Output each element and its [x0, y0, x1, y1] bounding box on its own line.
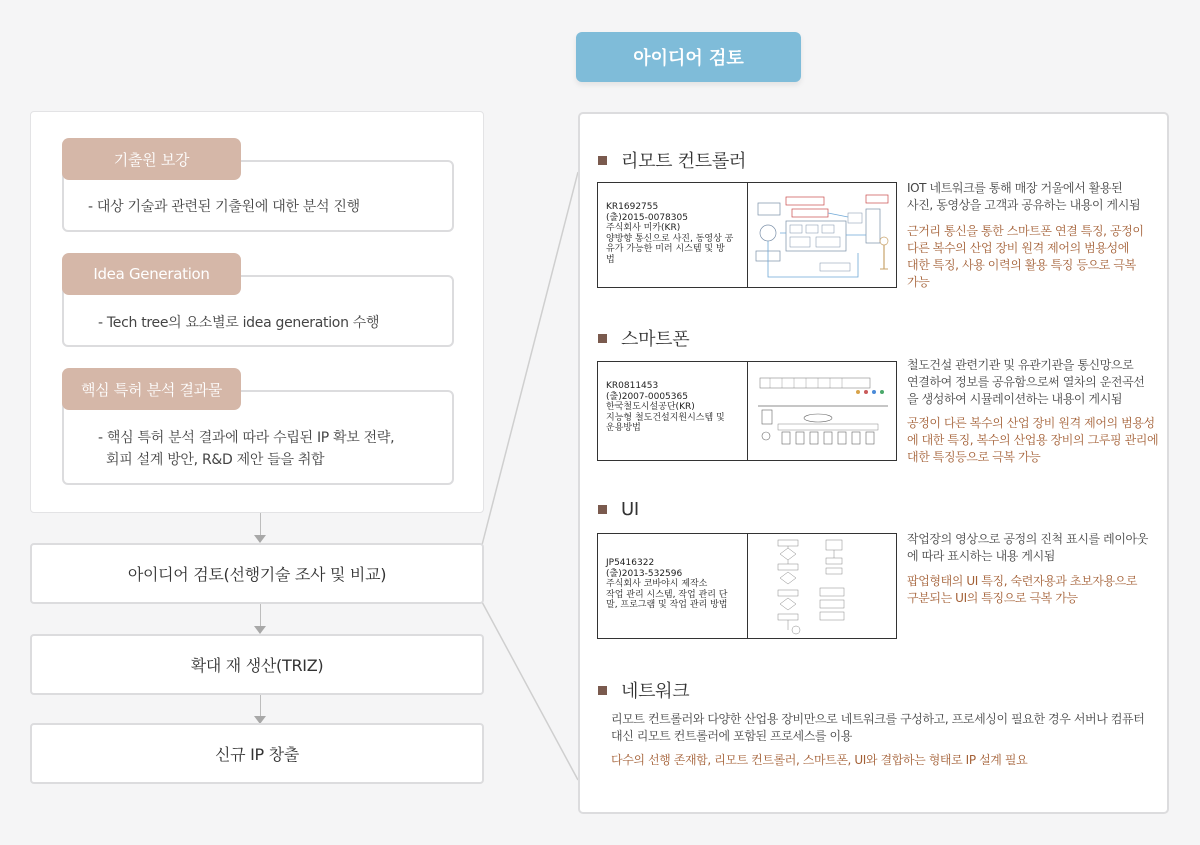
step-tag-key-patent-analysis: 핵심 특허 분석 결과물 — [62, 368, 241, 410]
bullet-square-icon — [598, 156, 607, 165]
patent-title-line: 법 — [606, 254, 615, 265]
patent-number: KR1692755 — [606, 202, 659, 212]
section-title-remote-controller — [598, 147, 746, 173]
description-line: 리모트 컨트롤러와 다양한 산업용 장비만으로 네트워크를 구성하고, 프로세싱이 필요한 경우 서버나 컴퓨터 — [611, 712, 1145, 726]
description-line: 사진, 동영상을 고객과 공유하는 내용이 게시됨 — [907, 198, 1141, 212]
patent-drawing-network-diagram — [748, 362, 896, 460]
flow-arrow-line — [260, 604, 261, 626]
section-title-text: 리모트 컨트롤러 — [621, 151, 747, 172]
patent-card-kr0811453 — [597, 361, 897, 461]
description-line: 에 따라 표시하는 내용 게시됨 — [907, 549, 1055, 563]
section-title-text: 스마트폰 — [621, 329, 690, 350]
highlight-line: 다른 복수의 산업 장비 원격 제어의 범용성에 — [907, 241, 1129, 255]
patent-drawing-flowchart — [748, 534, 896, 638]
highlight-line: 공정이 다른 복수의 산업 장비 원격 제어의 범용성 — [907, 416, 1155, 430]
patent-title-line: 운용방법 — [606, 423, 641, 433]
bullet-square-icon — [598, 686, 607, 695]
highlight-line: 팝업형태의 UI 특징, 숙련자용과 초보자용으로 — [907, 574, 1138, 588]
description-line: IOT 네트워크를 통해 매장 거울에서 활용된 — [907, 181, 1123, 195]
patent-info — [598, 534, 748, 638]
highlight-line: 구분되는 UI의 특징으로 극복 가능 — [907, 591, 1078, 605]
section-description — [907, 531, 1157, 607]
section-description — [611, 711, 1161, 769]
section-description — [907, 180, 1157, 291]
patent-title-line: 양방향 통신으로 사진, 동영상 공 — [606, 233, 734, 244]
section-title-ui — [598, 499, 639, 520]
patent-info — [598, 183, 748, 287]
patent-drawing-system-diagram — [748, 183, 896, 287]
step-tag-idea-generation: Idea Generation — [62, 253, 241, 295]
flow-arrow-line — [260, 694, 261, 716]
step-tag-prior-filing: 기출원 보강 — [62, 138, 241, 180]
patent-title-line: 말, 프로그램 및 작업 관리 방법 — [606, 600, 728, 610]
flow-arrow-head — [254, 626, 266, 634]
highlight-line: 다수의 선행 존재함, 리모트 컨트롤러, 스마트폰, UI와 결합하는 형태로 IP 설계 필요 — [611, 753, 1028, 767]
patent-card-kr1692755 — [597, 182, 897, 288]
flow-arrow-head — [254, 535, 266, 543]
step-line: - Tech tree의 요소별로 idea generation 수행 — [98, 315, 380, 331]
section-description — [907, 357, 1167, 466]
step-line: - 대상 기술과 관련된 기출원에 대한 분석 진행 — [88, 199, 360, 215]
description-line: 작업장의 영상으로 공정의 진척 표시를 레이아웃 — [907, 532, 1148, 546]
highlight-line: 근거리 통신을 통한 스마트폰 연결 특징, 공정이 — [907, 224, 1144, 238]
description-line: 을 생성하여 시뮬레이션하는 내용이 게시됨 — [907, 392, 1123, 406]
section-title-network — [598, 677, 689, 703]
patent-application: (출)2015-0078305 — [606, 212, 688, 223]
patent-applicant: 한국철도시설공단(KR) — [606, 402, 695, 412]
idea-review-title: 아이디어 검토 — [576, 32, 801, 82]
patent-title-line: 지능형 철도건설지원시스템 및 — [606, 412, 725, 423]
patent-number: KR0811453 — [606, 381, 659, 391]
flow-box-new-ip: 신규 IP 창출 — [30, 723, 484, 784]
highlight-line: 대한 특징등으로 극복 가능 — [907, 450, 1041, 464]
patent-title-line: 작업 관리 시스템, 작업 관리 단 — [606, 589, 728, 600]
section-title-smartphone — [598, 325, 689, 351]
patent-title-line: 유가 가능한 미러 시스템 및 방 — [606, 244, 725, 254]
description-line: 대신 리모트 컨트롤러에 포함된 프로세스를 이용 — [611, 729, 852, 743]
highlight-line: 가능 — [907, 275, 930, 289]
highlight-line: 대한 특징, 사용 이력의 활용 특징 등으로 극복 — [907, 258, 1136, 272]
bullet-square-icon — [598, 505, 607, 514]
step-line: - 핵심 특허 분석 결과에 따라 수립된 IP 확보 전략, — [98, 430, 395, 446]
flow-arrow-line — [260, 513, 261, 536]
patent-info — [598, 362, 748, 460]
step-line: 회피 설계 방안, R&D 제안 들을 취합 — [106, 452, 325, 468]
description-line: 철도건설 관련기관 및 유관기관을 통신망으로 — [907, 358, 1134, 372]
patent-applicant: 주식회사 미카(KR) — [606, 223, 681, 233]
description-line: 연결하여 정보를 공유함으로써 열차의 운전곡선 — [907, 375, 1145, 389]
patent-application: (출)2013-532596 — [606, 568, 683, 579]
flow-box-triz: 확대 재 생산(TRIZ) — [30, 634, 484, 695]
flow-box-idea-review: 아이디어 검토(선행기술 조사 및 비교) — [30, 543, 484, 604]
patent-number: JP5416322 — [606, 558, 655, 568]
section-title-text: 네트워크 — [621, 681, 690, 702]
section-title-text: UI — [621, 499, 639, 520]
patent-applicant: 주식회사 코바야시 제작소 — [606, 579, 708, 589]
patent-card-jp5416322 — [597, 533, 897, 639]
highlight-line: 에 대한 특징, 복수의 산업용 장비의 그루핑 관리에 — [907, 433, 1159, 447]
patent-application: (출)2007-0005365 — [606, 391, 688, 402]
bullet-square-icon — [598, 334, 607, 343]
